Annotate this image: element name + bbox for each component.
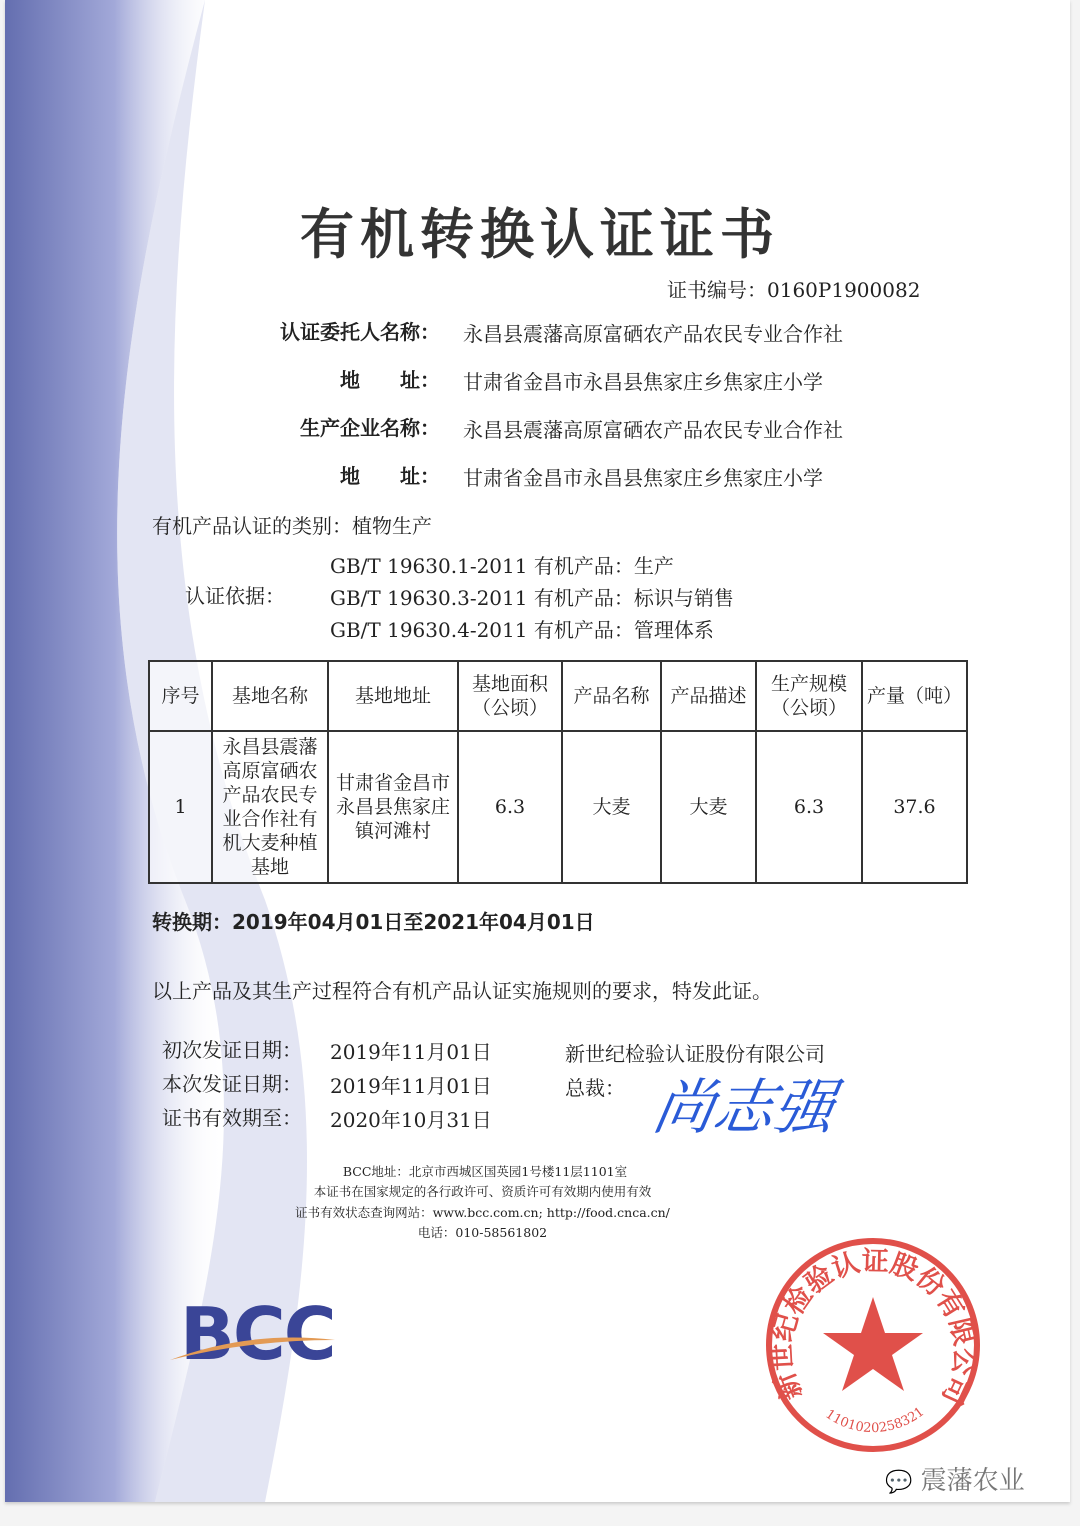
date-value: 2020年10月31日: [330, 1108, 492, 1132]
header-cell: 基地地址: [328, 661, 458, 731]
base-table: [148, 660, 968, 884]
cell: 37.6: [862, 731, 967, 883]
field-value: 甘肃省金昌市永昌县焦家庄乡焦家庄小学: [463, 370, 823, 394]
footer-line: 电话：010-58561802: [417, 1225, 548, 1240]
basis-label: 认证依据：: [185, 584, 285, 608]
field-value: 甘肃省金昌市永昌县焦家庄乡焦家庄小学: [463, 466, 823, 490]
cell: 甘肃省金昌市永昌县焦家庄镇河滩村: [328, 731, 458, 883]
date-label: 本次发证日期：: [162, 1072, 302, 1096]
date-value: 2019年11月01日: [330, 1074, 492, 1098]
statement: 以上产品及其生产过程符合有机产品认证实施规则的要求，特发此证。: [152, 979, 772, 1003]
basis-item: GB/T 19630.1-2011 有机产品：生产: [330, 554, 674, 578]
field-label: 地 址：: [340, 464, 440, 488]
wechat-icon: 💬: [885, 1470, 913, 1495]
watermark: [885, 1460, 1025, 1497]
footer-line: BCC地址：北京市西城区国英园1号楼11层1101室: [342, 1164, 628, 1179]
watermark-text: 震藩农业: [920, 1466, 1025, 1496]
header-cell: 基地名称: [212, 661, 328, 731]
date-label: 初次发证日期：: [162, 1038, 302, 1062]
field-value: 永昌县震藩高原富硒农产品农民专业合作社: [463, 322, 843, 346]
footer-line: 证书有效状态查询网站：www.bcc.com.cn; http://food.cnca.cn/: [295, 1205, 670, 1220]
basis-item: GB/T 19630.3-2011 有机产品：标识与销售: [330, 586, 734, 610]
president-label: 总裁：: [565, 1076, 625, 1100]
field-value: 永昌县震藩高原富硒农产品农民专业合作社: [463, 418, 843, 442]
cell: 1: [149, 731, 212, 883]
cell: 大麦: [661, 731, 756, 883]
issuer: 新世纪检验认证股份有限公司: [565, 1042, 825, 1066]
header-cell: 产量（吨）: [862, 661, 967, 731]
table-header-row: [149, 661, 967, 731]
date-value: 2019年11月01日: [330, 1040, 492, 1064]
date-label: 证书有效期至：: [162, 1106, 302, 1130]
field-label: 地 址：: [340, 368, 440, 392]
certificate-number: 证书编号：0160P1900082: [667, 278, 921, 302]
header-cell: 序号: [149, 661, 212, 731]
field-label: 认证委托人名称：: [280, 320, 440, 344]
header-cell: 产品名称: [562, 661, 661, 731]
category: 有机产品认证的类别：植物生产: [152, 514, 432, 538]
company-seal: [763, 1235, 983, 1455]
basis-item: GB/T 19630.4-2011 有机产品：管理体系: [330, 618, 714, 642]
header-cell: 生产规模（公顷）: [756, 661, 862, 731]
cell: 永昌县震藩高原富硒农产品农民专业合作社有机大麦种植基地: [212, 731, 328, 883]
cell: 6.3: [458, 731, 562, 883]
seal-number: 1101020258321: [822, 1404, 928, 1437]
conversion-period: 转换期：2019年04月01日至2021年04月01日: [152, 910, 595, 934]
seal-text: 新世纪检验认证股份有限公司: [766, 1245, 980, 1410]
cell: 大麦: [562, 731, 661, 883]
header-cell: 基地面积（公顷）: [458, 661, 562, 731]
bcc-logo: BCC: [180, 1292, 335, 1376]
certificate-title: 有机转换认证证书: [300, 203, 780, 266]
footer-line: 本证书在国家规定的各行政许可、资质许可有效期内使用有效: [313, 1184, 652, 1199]
signature: 尚志强: [647, 1073, 841, 1143]
header-cell: 产品描述: [661, 661, 756, 731]
table-row: [149, 731, 967, 883]
cell: 6.3: [756, 731, 862, 883]
logo-swoosh: [170, 1335, 340, 1365]
field-label: 生产企业名称：: [300, 416, 440, 440]
svg-text:1101020258321: [823, 1404, 928, 1436]
